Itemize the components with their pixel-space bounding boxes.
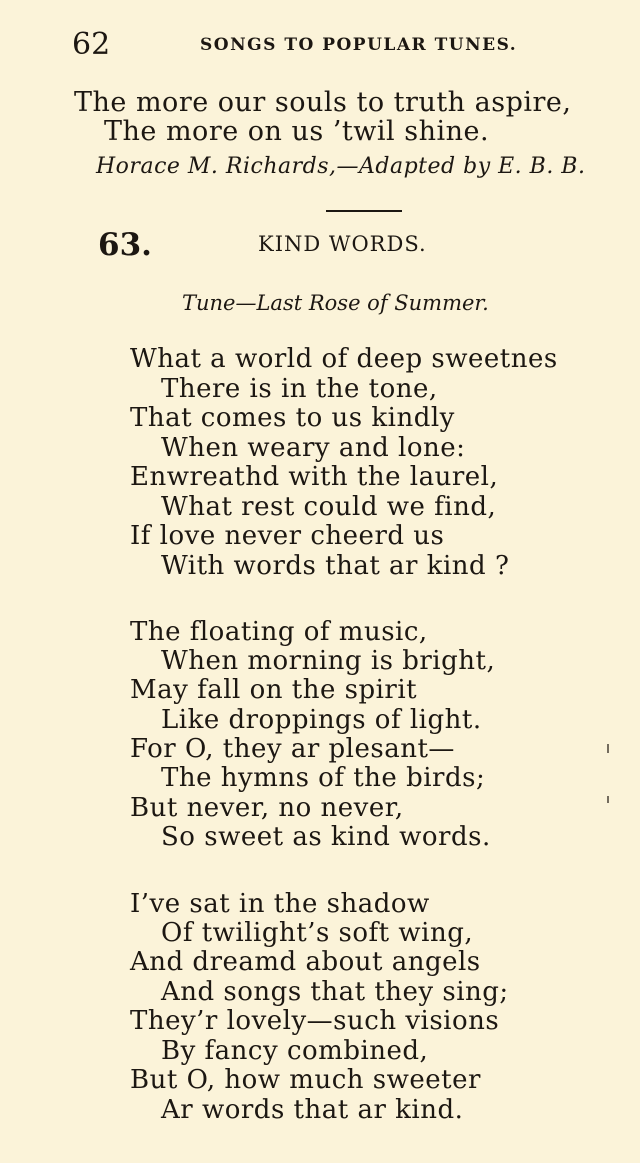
attribution: Horace M. Richards,—Adapted by E. B. B. <box>96 154 586 179</box>
verse-line: I’ve sat in the shadow <box>130 889 430 919</box>
previous-hymn-line: The more our souls to truth aspire, <box>74 87 572 118</box>
verse-line: There is in the tone, <box>161 374 438 404</box>
hymn-title: KIND WORDS. <box>258 232 427 256</box>
verse-line: What a world of deep sweetnes <box>130 344 558 374</box>
print-mark <box>607 744 609 753</box>
verse-line: But never, no never, <box>130 793 404 823</box>
verse-line: If love never cheerd us <box>130 521 445 551</box>
verse-line: So sweet as kind words. <box>161 822 491 852</box>
verse-line: The floating of music, <box>130 617 428 647</box>
verse-line: By fancy combined, <box>161 1036 429 1066</box>
print-mark <box>607 796 609 803</box>
verse-line: And songs that they sing; <box>161 977 509 1007</box>
section-divider <box>326 210 402 212</box>
verse-line: That comes to us kindly <box>130 403 455 433</box>
verse-line: With words that ar kind ? <box>161 551 510 581</box>
hymn-number: 63. <box>98 227 152 263</box>
verse-line: May fall on the spirit <box>130 675 418 705</box>
verse-line: Enwreathd with the laurel, <box>130 462 499 492</box>
verse-line: They’r lovely—such visions <box>130 1006 500 1036</box>
verse-line: And dreamd about angels <box>130 947 481 977</box>
verse-line: What rest could we find, <box>161 492 497 522</box>
running-head: SONGS TO POPULAR TUNES. <box>200 35 518 55</box>
verse-line: The hymns of the birds; <box>161 763 486 793</box>
verse-line: Like droppings of light. <box>161 705 482 735</box>
verse-line: But O, how much sweeter <box>130 1065 481 1095</box>
verse-line: When weary and lone: <box>161 433 466 463</box>
page-number: 62 <box>72 27 111 62</box>
verse-line: Ar words that ar kind. <box>161 1095 464 1125</box>
previous-hymn-line: The more on us ’twil shine. <box>104 116 490 147</box>
tune-line: Tune—Last Rose of Summer. <box>182 291 489 315</box>
verse-line: When morning is bright, <box>161 646 496 676</box>
verse-line: For O, they ar plesant— <box>130 734 455 764</box>
verse-line: Of twilight’s soft wing, <box>161 918 474 948</box>
